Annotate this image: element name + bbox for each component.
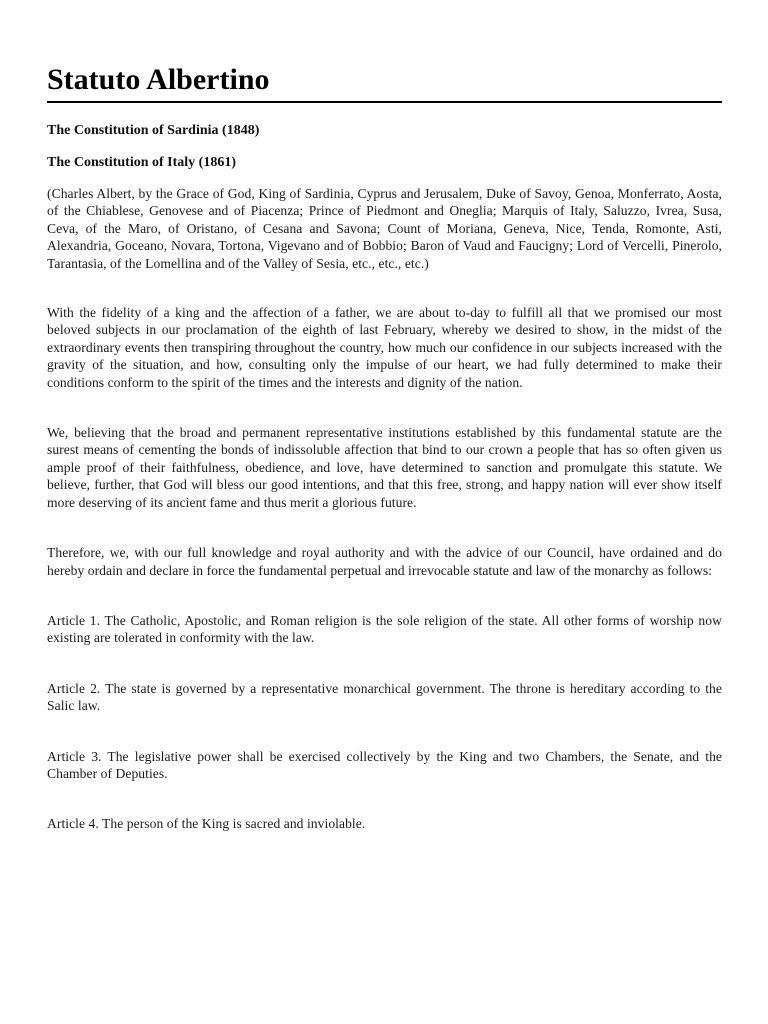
preamble-paragraph: (Charles Albert, by the Grace of God, King of Sardinia, Cyprus and Jerusalem, Duke of Savoy, Genoa, Monferrato, Aosta, of the Chiablese, Genovese and of Piacenza; Prince of Piedmont and Oneglia; Marquis of Italy, Saluzzo, Ivrea, Susa, Ceva, of the Maro, of Oristano, of Cesana and Savona; Count of Moriana, Geneva, Nice, Tenda, Romonte, Asti, Alexandria, Goceano, Novara, Tortona, Vigevano and of Bobbio; Baron of Vaud and Faucigny; Lord of Vercelli, Pinerolo, Tarantasia, of the Lomellina and of the Valley of Sesia, etc., etc., etc.) bbox=[47, 186, 722, 271]
title-divider bbox=[47, 101, 722, 103]
document-page bbox=[47, 0, 722, 833]
subtitle-italy: The Constitution of Italy (1861) bbox=[47, 155, 237, 170]
body-paragraph: We, believing that the broad and permanent representative institutions established by this fundamental statute are the surest means of cementing the bonds of indissoluble affection that bind to our crown a people that has so often given us ample proof of their faithfulness, obedience, and love, have determined to sanction and promulgate this statute. We believe, further, that God will bless our good intentions, and that this free, strong, and happy nation will ever show itself more deserving of its ancient fame and thus merit a glorious future. bbox=[47, 425, 722, 510]
body-paragraph: Therefore, we, with our full knowledge and royal authority and with the advice of our Council, have ordained and do hereby ordain and declare in force the fundamental perpetual and irrevocable statute and law of the monarchy as follows: bbox=[47, 545, 722, 578]
article-3: Article 3. The legislative power shall be exercised collectively by the King and two Chambers, the Senate, and the Chamber of Deputies. bbox=[47, 748, 722, 781]
subtitle-sardinia: The Constitution of Sardinia (1848) bbox=[47, 123, 260, 138]
article-2: Article 2. The state is governed by a representative monarchical government. The throne is hereditary according to the Salic law. bbox=[47, 680, 722, 714]
article-4: Article 4. The person of the King is sacred and inviolable. bbox=[47, 816, 366, 832]
article-1: Article 1. The Catholic, Apostolic, and Roman religion is the sole religion of the state. All other forms of worship now existing are tolerated in conformity with the law. bbox=[47, 612, 722, 646]
page-title: Statuto Albertino bbox=[47, 63, 270, 96]
body-paragraph: With the fidelity of a king and the affection of a father, we are about to-day to fulfill all that we promised our most beloved subjects in our proclamation of the eighth of last February, whereby we desired to show, in the midst of the extraordinary events then transpiring throughout the country, how much our confidence in our subjects increased with the gravity of the situation, and how, consulting only the impulse of our heart, we had fully determined to make their conditions conform to the spirit of the times and the interests and dignity of the nation. bbox=[47, 305, 722, 390]
